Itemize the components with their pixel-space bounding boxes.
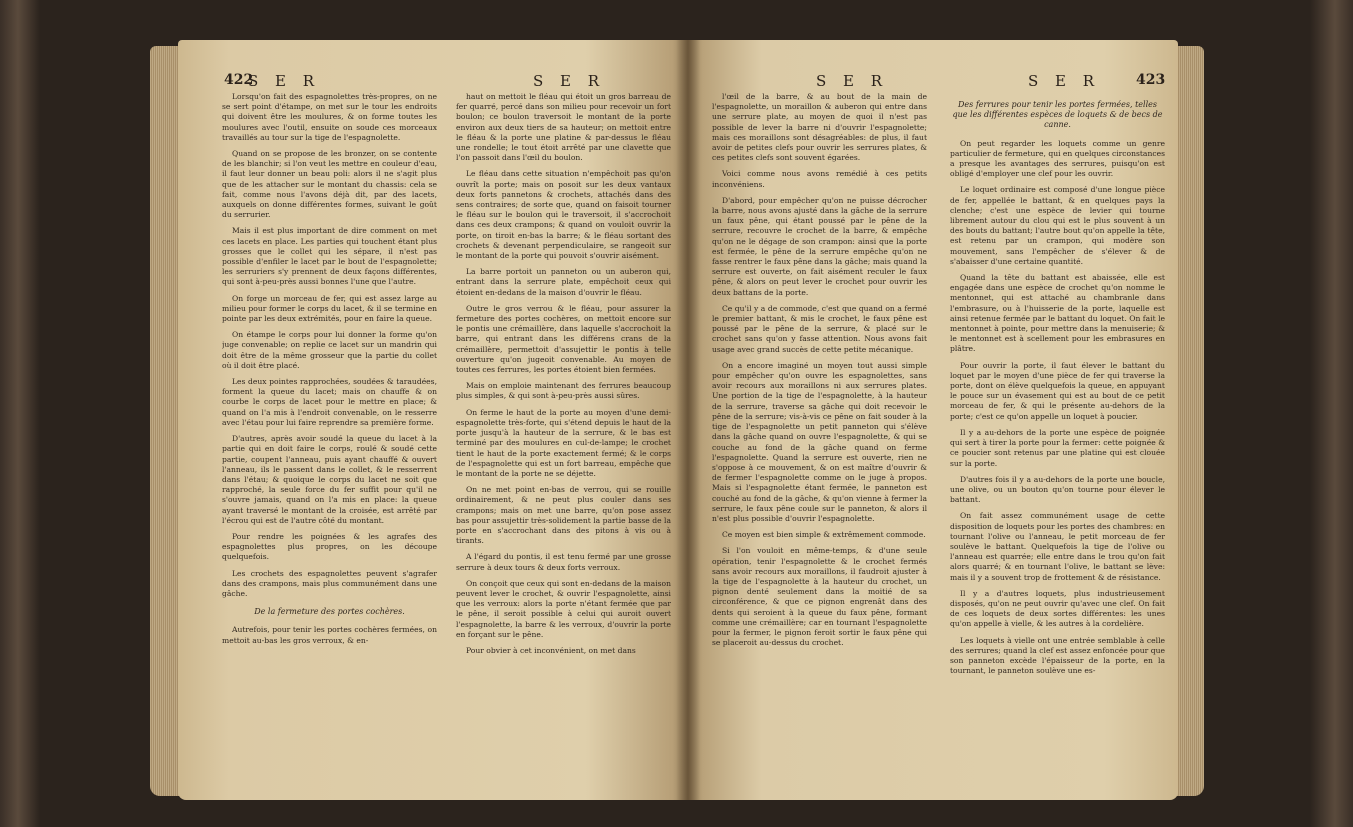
left-page-edges <box>150 46 180 796</box>
paragraph: Voici comme nous avons remédié à ces petits inconvéniens. <box>712 169 927 189</box>
paragraph: Pour obvier à cet inconvénient, on met dans <box>466 645 636 655</box>
paragraph: Lorsqu'on fait des espagnolettes très-propres, on ne se sert point d'étampe, on met sur le tour les endroits qui doivent être les moulures, & on forme toutes les moulures avec l'outil, ensuite on soude ces morceaux travaillés au tour sur la tige de l'espagnolette. <box>222 92 437 142</box>
paragraph: Pour ouvrir la porte, il faut élever le battant du loquet par le moyen d'une pièce de fer qui traverse la porte, dont on élève quelquefois la queue, en appuyant le pouce sur un évasement qui est au bout de ce petit morceau de fer, & qui le présente au-dehors de la porte; c'est ce qu'on appelle un loquet à poucier. <box>950 360 1165 421</box>
paragraph: Mais il est plus important de dire comment on met ces lacets en place. Les parties qui touchent étant plus grosses que le collet qui les sépare, il n'est pas possible d'enfiler le lacet par le bout de l'espagnolette; les serruriers s'y prennent de deux façons différentes, qui sont à-peu-près aussi bonnes l'une que l'autre. <box>222 226 437 287</box>
paragraph: Autrefois, pour tenir les portes cochères fermées, on mettoit au-bas les gros verroux, & en- <box>222 625 437 645</box>
right-column-1 <box>712 92 927 792</box>
paragraph: On conçoit que ceux qui sont en-dedans de la maison peuvent lever le crochet, & ouvrir l'espagnolette, ainsi que les verroux: alors la porte n'étant fermée que par le pêne, il seroit possible à celui qui auroit ouvert l'espagnolette, la barre & les verroux, d'ouvrir la porte en forçant sur le pêne. <box>456 578 671 639</box>
left-column-1 <box>222 92 437 792</box>
book-gutter <box>676 40 700 800</box>
paragraph: On peut regarder les loquets comme un genre particulier de fermeture, qui en quelques circonstances a presque les avantages des serrures, puisqu'on est obligé d'employer une clef pour les ouvrir. <box>950 138 1165 179</box>
right-page <box>688 40 1178 800</box>
left-page-number: 422 <box>224 72 254 88</box>
right-page-edges <box>1176 46 1204 796</box>
left-running-head-b: S E R <box>533 72 606 90</box>
paragraph: On ferme le haut de la porte au moyen d'une demi-espagnolette très-forte, qui s'étend depuis le haut de la porte jusqu'à la hauteur de la serrure, & le bas est terminé par des moulures en cul-de-lampe; le crochet tient le haut de la porte exactement fermé; & le corps de l'espagnolette qui est un fort barreau, empêche que le montant de la porte ne se déjette. <box>456 407 671 478</box>
paragraph: On a encore imaginé un moyen tout aussi simple pour empêcher qu'on ouvre les espagnolettes, sans avoir recours aux moraillons ni aux serrures plates. Une portion de la tige de l'espagnolette, à la hauteur de la serrure, traverse sa gâche qui doit recevoir le pêne de la serrure; vis-à-vis ce pêne on fait souder à la tige de l'espagnolette un petit panneton qui s'élève dans la gâche quand on ouvre l'espagnolette, & qui se couche au fond de la gâche quand on ferme l'espagnolette. Quand la serrure est ouverte, rien ne s'oppose à ce mouvement, & on est maître d'ouvrir & de fermer l'espagnolette comme on le juge à propos. Mais si l'espagnolette étant fermée, le panneton est couché au fond de la gâche, & qu'on vienne à fermer la serrure, le faux pêne coule sur le panneton, & alors il n'est plus possible d'ouvrir l'espagnolette. <box>712 360 927 523</box>
paragraph: A l'égard du pontis, il est tenu fermé par une grosse serrure à deux tours & deux forts verroux. <box>456 552 671 572</box>
paragraph: Si l'on vouloit en même-temps, & d'une seule opération, tenir l'espagnolette & le crochet fermés sans avoir recours aux moraillons, il faudroit ajuster à la tige de l'espagnolette à la hauteur du crochet, un pignon denté seulement dans la moitié de sa circonférence, & que ce pignon engrenât dans des dents qui seroient à la queue du faux pêne, formant comme une crémaillère; car en tournant l'espagnolette pour la fermer, le pignon feroit sortir le faux pêne qui se placeroit au-dessus du crochet. <box>712 546 927 648</box>
paragraph: Les loquets à vielle ont une entrée semblable à celle des serrures; quand la clef est assez enfoncée pour que son panneton excède l'épaisseur de la porte, en la tournant, le panneton soulève une es- <box>950 635 1165 676</box>
paragraph: D'autres, après avoir soudé la queue du lacet à la partie qui en doit faire le corps, roulé & soudé cette partie, coupent l'anneau, puis ayant chauffé & ouvert l'anneau, ils le passent dans le collet, & le resserrent dans l'étau; & quoique le corps du lacet ne soit que rapproché, la seule force du fer suffit pour qu'il ne s'ouvre jamais, quand on l'a mis en place: la queue ayant traversé le montant de la croisée, est arrêté par l'écrou qui est de l'autre côté du montant. <box>222 434 437 525</box>
section-heading: De la fermeture des portes cochères. <box>254 607 405 617</box>
paragraph: D'abord, pour empêcher qu'on ne puisse décrocher la barre, nous avons ajusté dans la gâche de la serrure un faux pêne, qui étant poussé par le pêne de la serrure, recouvre le crochet de la barre, & empêche qu'on ne le dégage de son crampon: ainsi que la porte est fermée, le pêne de la serrure empêche qu'on ne fasse rentrer le faux pêne dans la gâche; mais quand la serrure est ouverte, on fait aisément reculer le faux pêne, & alors on peut lever le crochet pour ouvrir les deux battans de la porte. <box>712 195 927 297</box>
section-heading: Des ferrures pour tenir les portes fermées, telles que les différentes espèces de loquets & de becs de canne. <box>952 100 1163 130</box>
paragraph: On forge un morceau de fer, qui est assez large au milieu pour former le corps du lacet, & il se termine en pointe par les deux extrémités, pour en faire la queue. <box>222 293 437 324</box>
paragraph: Mais on emploie maintenant des ferrures beaucoup plus simples, & qui sont à-peu-près aussi sûres. <box>456 381 671 401</box>
paragraph: On ne met point en-bas de verrou, qui se rouille ordinairement, & ne peut plus couler dans ses crampons; mais on met une barre, qu'on pose assez bas pour assujettir très-solidement la partie basse de la porte en s'accrochant dans des pitons à vis ou à tirants. <box>456 485 671 546</box>
paragraph: On fait assez communément usage de cette disposition de loquets pour les portes des chambres: en tournant l'olive ou l'anneau, le petit morceau de fer soulève le battant. Quelquefois la tige de l'olive ou l'anneau est quarrée; elle entre dans le trou qu'on fait alors quarré; & en tournant l'olive, le battant se lève: mais il y a souvent trop de frottement & de résistance. <box>950 511 1165 582</box>
paragraph: Pour rendre les poignées & les agrafes des espagnolettes plus propres, on les découpe quelquefois. <box>222 531 437 562</box>
paragraph: Ce qu'il y a de commode, c'est que quand on a fermé le premier battant, & mis le crochet, le faux pêne est poussé par le pêne de la serrure, & placé sur le crochet sans qu'on y fasse attention. Nous avons fait usage avec grand succès de cette petite mécanique. <box>712 303 927 354</box>
paragraph: Le loquet ordinaire est composé d'une longue pièce de fer, appellée le battant, & en quelques pays la clenche; c'est une espèce de levier qui tourne librement autour du clou qui est le plus souvent à un des bouts du battant; l'autre bout qu'on appelle la tête, est retenu par un crampon, qui modère son mouvement, sans l'empêcher de s'élever & de s'abaisser d'une certaine quantité. <box>950 185 1165 266</box>
right-column-2 <box>950 92 1165 792</box>
paragraph: haut on mettoit le fléau qui étoit un gros barreau de fer quarré, percé dans son milieu pour recevoir un fort boulon; ce boulon traversoit le montant de la porte environ aux deux tiers de sa hauteur; on mettoit entre le fléau & la porte une platine & par-dessus le fléau une rondelle; le tout étoit arrêté par une clavette que l'on passoit dans l'œil du boulon. <box>456 92 671 163</box>
paragraph: Outre le gros verrou & le fléau, pour assurer la fermeture des portes cochères, on mettoit encore sur le pontis une crémaillère, dans laquelle s'accrochoit la barre, qui entrant dans les différens crans de la crémaillère, permettoit d'assujettir le pontis à telle ouverture qu'on jugeoit convenable. Au moyen de toutes ces ferrures, les portes étoient bien fermées. <box>456 303 671 375</box>
left-column-2 <box>456 92 671 792</box>
left-page <box>178 40 688 800</box>
right-running-head-a: S E R <box>816 72 889 90</box>
paragraph: Quand la tête du battant est abaissée, elle est engagée dans une espèce de crochet qu'on nomme le mentonnet, qui est attaché au chambranle dans l'embrasure, ou à l'huisserie de la porte, laquelle est ainsi retenue fermée par le battant du loquet. On fait le mentonnet à pointe, pour mettre dans la menuiserie; & le mentonnet est à scellement pour les embrasures en plâtre. <box>950 273 1165 354</box>
paragraph: Il y a d'autres loquets, plus industrieusement disposés, qu'on ne peut ouvrir qu'avec une clef. On fait de ces loquets de deux sortes différentes: les unes qu'on appelle à vielle, & les autres à la cordelière. <box>950 588 1165 629</box>
paragraph: Les crochets des espagnolettes peuvent s'agrafer dans des crampons, mais plus communément dans une gâche. <box>222 568 437 598</box>
paragraph: On étampe le corps pour lui donner la forme qu'on juge convenable; on replie ce lacet sur un mandrin qui doit être de la même grosseur que la partie du collet où il doit être placé. <box>222 330 437 370</box>
paragraph: Il y a au-dehors de la porte une espèce de poignée qui sert à tirer la porte pour la fermer: cette poignée & ce poucier sont retenus par une platine qui est clouée sur la porte. <box>950 427 1165 468</box>
paragraph: Le fléau dans cette situation n'empêchoit pas qu'on ouvrît la porte; mais on posoit sur les deux vantaux deux forts pannetons & crochets, attachés dans des sens contraires; de sorte que, quand on faisoit tourner le fléau sur le boulon qui le traversoit, il s'accrochoit dans ces deux crampons; & quand on vouloit ouvrir la porte, on tiroit en-bas la barre; & le fléau sortant des crochets & devenant perpendiculaire, se rangeoit sur le montant de la porte qui pouvoit s'ouvrir aisément. <box>456 169 671 261</box>
paragraph: Quand on se propose de les bronzer, on se contente de les blanchir; si l'on veut les mettre en couleur d'eau, il faut leur donner un beau poli: alors il ne s'agit plus que de les attacher sur le montant du chassis: cela se fait, comme nous l'avons déjà dit, par des lacets, auxquels on donne différentes formes, suivant le goût du serrurier. <box>222 149 437 220</box>
paragraph: D'autres fois il y a au-dehors de la porte une boucle, une olive, ou un bouton qu'on tourne pour élever le battant. <box>950 474 1165 505</box>
right-running-head-b: S E R <box>1028 72 1101 90</box>
paragraph: Ce moyen est bien simple & extrêmement commode. <box>722 530 926 540</box>
right-page-number: 423 <box>1136 72 1166 88</box>
left-running-head-a: S E R <box>248 72 321 90</box>
paragraph: l'œil de la barre, & au bout de la main de l'espagnolette, un moraillon & auberon qui entre dans une serrure plate, au moyen de quoi il n'est pas possible de lever la barre ni d'ouvrir l'espagnolette; mais ces moraillons sont désagréables: de plus, il faut avoir de petites clefs pour ouvrir les serrures plates, & ces petites clefs sont souvent égarées. <box>712 92 927 163</box>
paragraph: Les deux pointes rapprochées, soudées & taraudées, forment la queue du lacet; mais on chauffe & on courbe le corps de lacet pour le mettre en place; & quand on l'a mis à l'endroit convenable, on le resserre avec l'étau pour lui faire reprendre sa première forme. <box>222 377 437 427</box>
paragraph: La barre portoit un panneton ou un auberon qui, entrant dans la serrure plate, empêchoit ceux qui étoient en-dedans de la maison d'ouvrir le fléau. <box>456 267 671 297</box>
